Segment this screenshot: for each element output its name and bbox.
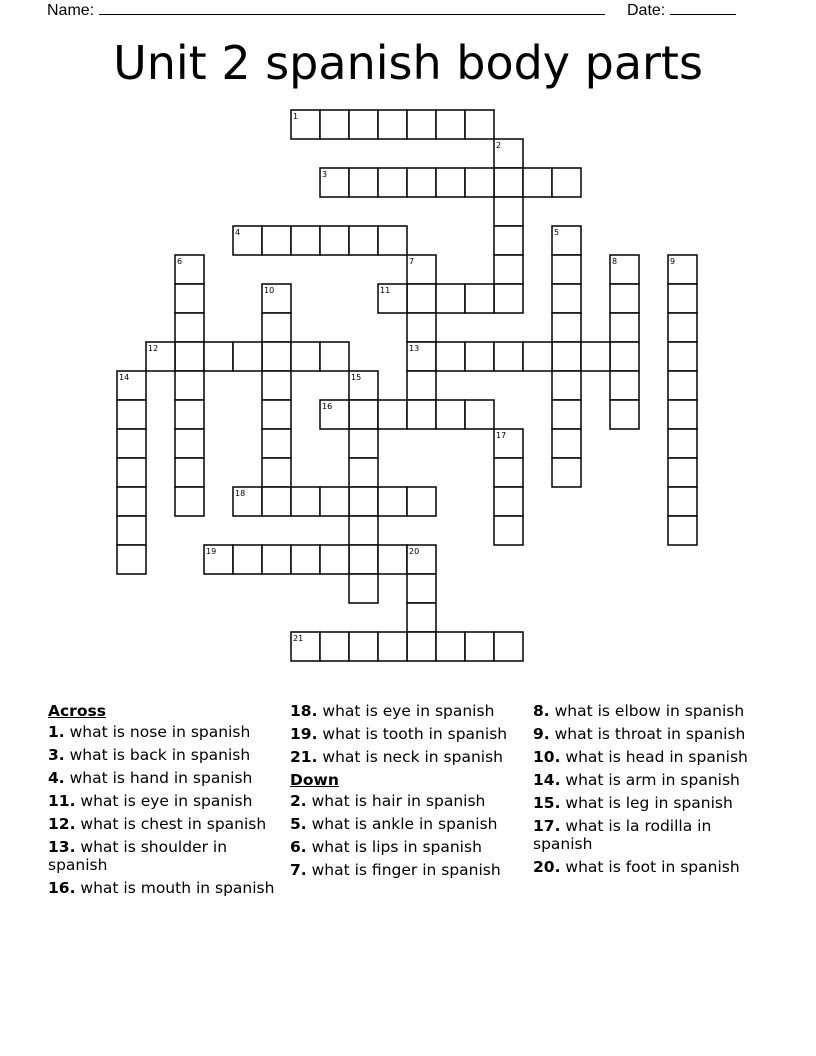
grid-cell[interactable] [465,110,494,139]
grid-cell[interactable] [262,313,291,342]
cell-number: 4 [235,228,241,237]
grid-cell[interactable] [494,168,523,197]
clue-across-3 [48,746,280,764]
grid-cell[interactable] [494,255,523,284]
clue-across-18 [290,702,526,720]
clue-number: 20. [533,858,561,876]
grid-cell[interactable] [262,371,291,400]
clue-number: 9. [533,725,550,743]
clue-down-15 [533,794,773,812]
grid-cell[interactable] [262,400,291,429]
grid-cell[interactable] [668,371,697,400]
grid-cell[interactable] [175,458,204,487]
cell-number: 13 [409,344,420,353]
cell-number: 10 [264,286,275,295]
cell-number: 20 [409,547,420,556]
clue-text: what is lips in spanish [311,838,482,856]
grid-cell[interactable] [349,458,378,487]
grid-cell[interactable] [349,110,378,139]
cell-number: 17 [496,431,507,440]
grid-cell[interactable] [407,487,436,516]
clue-text: what is finger in spanish [311,861,501,879]
page-title: Unit 2 spanish body parts [113,36,703,90]
grid-cell[interactable] [552,255,581,284]
grid-cell[interactable] [291,545,320,574]
grid-cell[interactable] [668,400,697,429]
clue-column-2 [290,702,526,884]
clue-across-4 [48,769,280,787]
grid-cell[interactable] [552,284,581,313]
clue-number: 5. [290,815,307,833]
clue-down-17 [533,817,773,853]
grid-cell[interactable] [407,313,436,342]
grid-cell[interactable] [494,197,523,226]
grid-cell[interactable] [262,545,291,574]
clue-text: what is back in spanish [69,746,251,764]
grid-cell[interactable] [117,516,146,545]
grid-cell[interactable] [552,400,581,429]
clue-number: 8. [533,702,550,720]
grid-cell[interactable] [407,603,436,632]
clue-number: 10. [533,748,561,766]
clue-text: what is eye in spanish [80,792,253,810]
grid-cell[interactable] [175,487,204,516]
cell-number: 16 [322,402,333,411]
grid-cell[interactable] [349,516,378,545]
grid-cell[interactable] [407,284,436,313]
clue-number: 1. [48,723,65,741]
grid-cell[interactable] [494,516,523,545]
grid-cell[interactable] [668,487,697,516]
grid-cell[interactable] [291,487,320,516]
grid-cell[interactable] [668,342,697,371]
across-heading: Across [48,702,106,720]
grid-cell[interactable] [436,168,465,197]
grid-cell[interactable] [349,574,378,603]
clue-text: what is neck in spanish [322,748,504,766]
grid-cell[interactable] [668,284,697,313]
clue-across-11 [48,792,280,810]
clue-number: 3. [48,746,65,764]
clue-down-8 [533,702,773,720]
clue-text: what is ankle in spanish [311,815,498,833]
date-label: Date: [627,2,666,19]
grid-cell[interactable] [320,226,349,255]
clue-text: what is eye in spanish [322,702,495,720]
grid-cell[interactable] [610,371,639,400]
grid-cell[interactable] [262,458,291,487]
grid-cell[interactable] [465,168,494,197]
grid-cell[interactable] [262,342,291,371]
grid-cell[interactable] [668,313,697,342]
grid-cell[interactable] [233,545,262,574]
clue-column-3 [533,702,773,881]
clue-text: what is la rodilla in spanish [533,817,712,853]
grid-cell[interactable] [407,168,436,197]
clue-number: 16. [48,879,76,897]
clue-number: 18. [290,702,318,720]
grid-cell[interactable] [407,110,436,139]
clue-down-2 [290,792,526,810]
grid-cell[interactable] [204,342,233,371]
grid-cell[interactable] [349,545,378,574]
clue-across-16 [48,879,280,897]
clue-text: what is leg in spanish [565,794,733,812]
grid-cell[interactable] [581,342,610,371]
grid-cell[interactable] [320,110,349,139]
grid-cell[interactable] [117,545,146,574]
grid-cell[interactable] [262,429,291,458]
grid-cell[interactable] [349,168,378,197]
cell-number: 8 [612,257,618,266]
cell-number: 1 [293,112,299,121]
grid-cell[interactable] [349,400,378,429]
grid-cell[interactable] [494,226,523,255]
grid-cell[interactable] [378,110,407,139]
grid-cell[interactable] [378,545,407,574]
grid-cell[interactable] [291,342,320,371]
grid-cell[interactable] [552,429,581,458]
grid-cell[interactable] [117,487,146,516]
clue-across-1 [48,723,280,741]
clue-text: what is head in spanish [565,748,748,766]
grid-cell[interactable] [407,632,436,661]
grid-cell[interactable] [552,313,581,342]
clue-text: what is foot in spanish [565,858,740,876]
grid-cell[interactable] [465,400,494,429]
cell-number: 5 [554,228,560,237]
grid-cell[interactable] [320,545,349,574]
cell-number: 6 [177,257,183,266]
grid-cell[interactable] [436,342,465,371]
grid-cell[interactable] [117,429,146,458]
grid-cell[interactable] [494,458,523,487]
down-heading: Down [290,771,339,789]
cell-number: 9 [670,257,676,266]
grid-cell[interactable] [494,632,523,661]
clue-number: 12. [48,815,76,833]
clue-number: 6. [290,838,307,856]
grid-cell[interactable] [320,487,349,516]
clue-text: what is hand in spanish [69,769,253,787]
cell-number: 21 [293,634,304,643]
grid-cell[interactable] [436,110,465,139]
clue-number: 14. [533,771,561,789]
grid-cell[interactable] [378,487,407,516]
grid-cell[interactable] [465,284,494,313]
grid-cell[interactable] [349,429,378,458]
grid-cell[interactable] [465,342,494,371]
grid-cell[interactable] [175,313,204,342]
clue-down-7 [290,861,526,879]
name-label: Name: [47,2,95,19]
grid-cell[interactable] [552,342,581,371]
grid-cell[interactable] [668,429,697,458]
clue-text: what is mouth in spanish [80,879,275,897]
grid-cell[interactable] [117,400,146,429]
clue-across-21 [290,748,526,766]
clue-down-5 [290,815,526,833]
grid-cell[interactable] [494,487,523,516]
clue-text: what is nose in spanish [69,723,251,741]
grid-cell[interactable] [117,458,146,487]
grid-cell[interactable] [552,458,581,487]
grid-cell[interactable] [436,400,465,429]
clue-down-9 [533,725,773,743]
cell-number: 15 [351,373,362,382]
clue-text: what is hair in spanish [311,792,486,810]
grid-cell[interactable] [262,487,291,516]
grid-cell[interactable] [349,632,378,661]
clue-number: 7. [290,861,307,879]
clue-text: what is tooth in spanish [322,725,508,743]
cell-number: 3 [322,170,328,179]
grid-cell[interactable] [175,342,204,371]
grid-cell[interactable] [436,632,465,661]
grid-cell[interactable] [407,574,436,603]
grid-cell[interactable] [175,371,204,400]
clue-down-6 [290,838,526,856]
cell-number: 19 [206,547,217,556]
grid-cell[interactable] [523,168,552,197]
clue-down-10 [533,748,773,766]
grid-cell[interactable] [523,342,552,371]
grid-cell[interactable] [262,226,291,255]
clue-down-14 [533,771,773,789]
grid-cell[interactable] [378,632,407,661]
clue-number: 4. [48,769,65,787]
cell-number: 18 [235,489,246,498]
grid-cell[interactable] [407,371,436,400]
clue-across-12 [48,815,280,833]
clue-number: 2. [290,792,307,810]
grid-cell[interactable] [552,168,581,197]
grid-cell[interactable] [233,342,262,371]
clue-number: 11. [48,792,76,810]
grid-cell[interactable] [494,284,523,313]
clue-across-13 [48,838,280,874]
grid-cell[interactable] [175,429,204,458]
grid-cell[interactable] [610,284,639,313]
cell-number: 12 [148,344,159,353]
clue-down-20 [533,858,773,876]
grid-cell[interactable] [378,168,407,197]
grid-cell[interactable] [378,400,407,429]
grid-cell[interactable] [349,487,378,516]
grid-cell[interactable] [291,226,320,255]
grid-cell[interactable] [494,342,523,371]
cell-number: 2 [496,141,502,150]
clue-number: 19. [290,725,318,743]
clue-text: what is arm in spanish [565,771,740,789]
grid-cell[interactable] [349,226,378,255]
grid-cell[interactable] [465,632,494,661]
cell-number: 14 [119,373,130,382]
grid-cell[interactable] [668,516,697,545]
clue-text: what is chest in spanish [80,815,267,833]
cell-number: 7 [409,257,415,266]
grid-cell[interactable] [610,400,639,429]
grid-cell[interactable] [378,226,407,255]
clue-text: what is shoulder in spanish [48,838,228,874]
grid-cell[interactable] [436,284,465,313]
grid-cell[interactable] [610,313,639,342]
grid-cell[interactable] [175,284,204,313]
grid-cell[interactable] [610,342,639,371]
grid-cell[interactable] [407,400,436,429]
clue-across-19 [290,725,526,743]
clue-text: what is elbow in spanish [554,702,745,720]
cell-number: 11 [380,286,391,295]
clue-column-1 [48,702,280,902]
grid-cell[interactable] [320,342,349,371]
clue-number: 17. [533,817,561,835]
clue-number: 21. [290,748,318,766]
grid-cell[interactable] [668,458,697,487]
clue-number: 15. [533,794,561,812]
clue-number: 13. [48,838,76,856]
grid-cell[interactable] [320,632,349,661]
clue-text: what is throat in spanish [554,725,746,743]
grid-cell[interactable] [552,371,581,400]
grid-cell[interactable] [175,400,204,429]
